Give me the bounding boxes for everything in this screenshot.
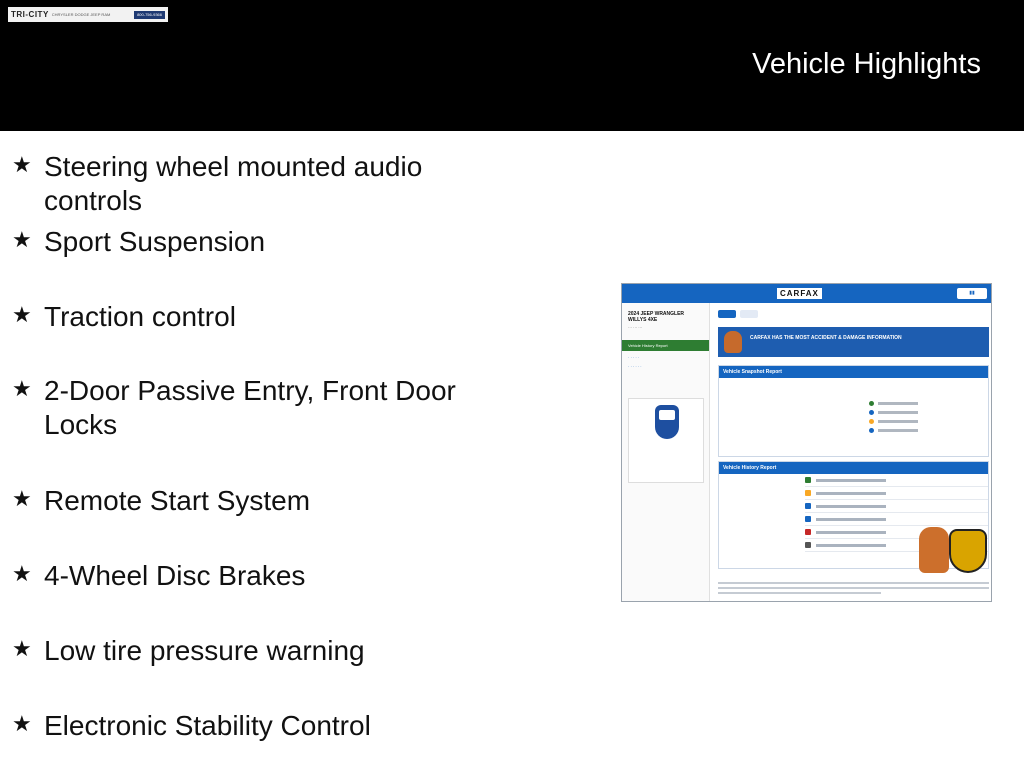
history-row bbox=[805, 474, 988, 487]
history-row bbox=[805, 487, 988, 500]
shield-icon bbox=[949, 529, 987, 573]
sidebar-item-history: Vehicle History Report bbox=[622, 340, 709, 351]
feature-label: 2-Door Passive Entry, Front Door Locks bbox=[44, 375, 456, 440]
report-footnote bbox=[718, 582, 989, 597]
print-button: ▮▮ bbox=[957, 288, 987, 299]
list-item bbox=[10, 634, 514, 668]
fox-icon bbox=[724, 331, 742, 353]
report-tabs bbox=[718, 310, 758, 318]
feature-label: Remote Start System bbox=[44, 485, 311, 516]
star-icon: ★ bbox=[12, 227, 32, 252]
list-item bbox=[10, 374, 514, 442]
logo-brand: TRI-CITY bbox=[11, 10, 49, 19]
list-item bbox=[10, 709, 514, 743]
badge-icon bbox=[655, 405, 679, 439]
logo-phone-box: 800-756-9366 bbox=[134, 11, 165, 19]
fox-mascot-icon bbox=[919, 527, 949, 573]
list-item bbox=[10, 484, 514, 518]
star-icon: ★ bbox=[12, 636, 32, 661]
banner-text: CARFAX HAS THE MOST ACCIDENT & DAMAGE INFORMATION bbox=[750, 335, 902, 341]
feature-label: Steering wheel mounted audio controls bbox=[44, 151, 423, 216]
star-icon: ★ bbox=[12, 711, 32, 736]
snapshot-row bbox=[869, 427, 988, 434]
star-icon: ★ bbox=[12, 486, 32, 511]
list-item bbox=[10, 300, 514, 334]
report-main bbox=[714, 303, 992, 602]
sidebar-link: · · · · · bbox=[628, 355, 640, 360]
carfax-logo: CARFAX bbox=[777, 288, 822, 299]
feature-label: Electronic Stability Control bbox=[44, 710, 371, 741]
feature-label: Low tire pressure warning bbox=[44, 635, 365, 666]
history-row bbox=[805, 513, 988, 526]
carfax-report-thumbnail[interactable] bbox=[621, 283, 992, 602]
report-sidebar bbox=[622, 303, 710, 602]
star-icon: ★ bbox=[12, 302, 32, 327]
report-banner bbox=[718, 327, 989, 357]
vehicle-title: 2024 JEEP WRANGLER WILLYS 4XE bbox=[628, 311, 685, 323]
star-icon: ★ bbox=[12, 561, 32, 586]
dealer-card bbox=[628, 398, 704, 483]
star-icon: ★ bbox=[12, 376, 32, 401]
snapshot-row bbox=[869, 409, 988, 416]
dealer-logo[interactable] bbox=[8, 7, 168, 22]
star-icon: ★ bbox=[12, 152, 32, 177]
history-title: Vehicle History Report bbox=[719, 462, 988, 474]
report-topbar bbox=[622, 284, 991, 303]
snapshot-title: Vehicle Snapshot Report bbox=[719, 366, 988, 378]
snapshot-row bbox=[869, 400, 988, 407]
feature-label: Traction control bbox=[44, 301, 236, 332]
logo-tagline: CHRYSLER DODGE JEEP RAM bbox=[51, 12, 111, 17]
sidebar-link: · · · · · · bbox=[628, 364, 642, 369]
page-title: Vehicle Highlights bbox=[752, 48, 981, 80]
history-row bbox=[805, 500, 988, 513]
feature-label: 4-Wheel Disc Brakes bbox=[44, 560, 306, 591]
header-banner bbox=[0, 0, 1024, 131]
list-item bbox=[10, 150, 514, 218]
vin-line: ··· ··· ··· bbox=[628, 325, 643, 330]
list-item bbox=[10, 559, 514, 593]
snapshot-row bbox=[869, 418, 988, 425]
snapshot-section bbox=[718, 365, 989, 457]
list-item bbox=[10, 225, 514, 259]
feature-label: Sport Suspension bbox=[44, 226, 266, 257]
